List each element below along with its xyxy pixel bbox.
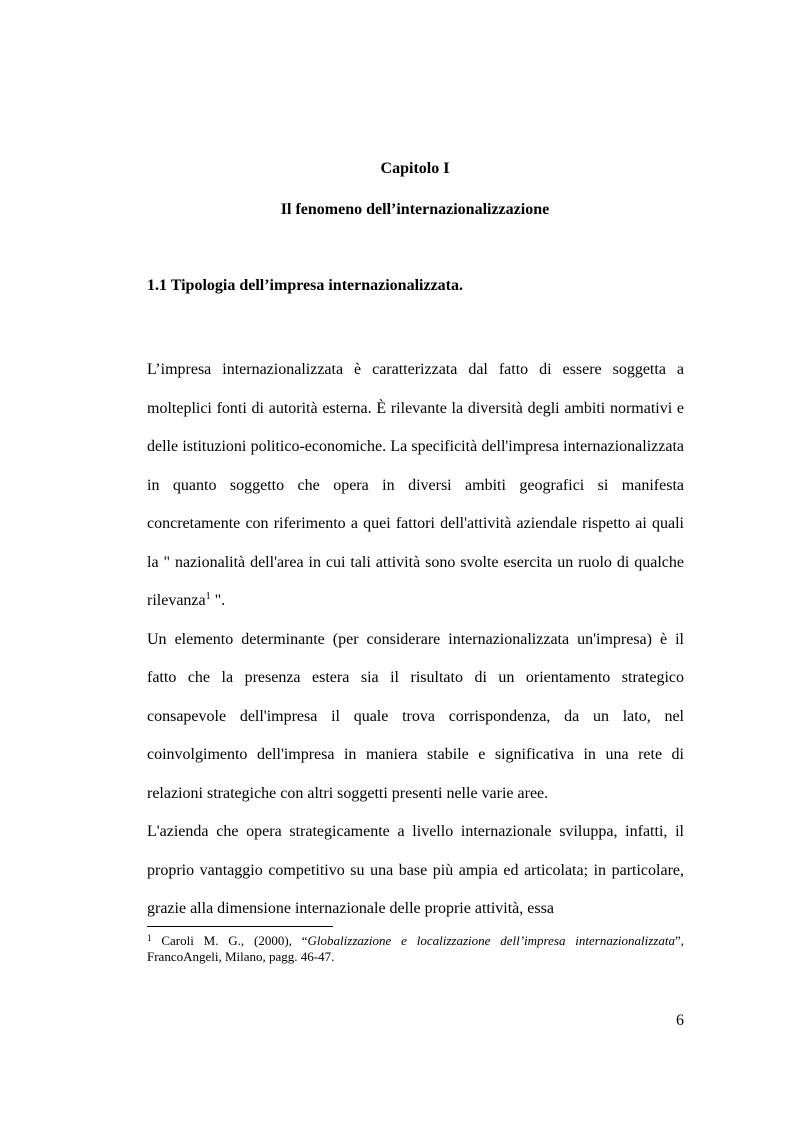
paragraph-2: Un elemento determinante (per considerare internazionalizzata un'impresa) è il fatto che la presenza estera sia il risultato di un orientamento strategico consapevole dell'impresa il quale trova corrispondenza, da un lato, nel coinvolgimento dell'impresa in maniera stabile e significativa in una rete di relazioni strategiche con altri soggetti presenti nelle varie aree. (147, 630, 684, 802)
body-text (147, 351, 684, 929)
paragraph-1-text: L’impresa internazionalizzata è caratterizzata dal fatto di essere soggetta a molteplici fonti di autorità esterna. È rilevante la diversità degli ambiti normativi e delle istituzioni politico-economiche. La specificità dell'impresa internazionalizzata in quanto soggetto che opera in diversi ambiti geografici si manifesta concretamente con riferimento a quei fattori dell'attività aziendale rispetto ai quali la " nazionalità dell'area in cui tali attività sono svolte esercita un ruolo di qualche rilevanza (147, 361, 684, 609)
paragraph-1-closing: ". (210, 592, 226, 609)
footnote-divider (147, 926, 333, 927)
chapter-label: Capitolo I (380, 160, 450, 177)
chapter-title: Il fenomeno dell’internazionalizzazione (280, 201, 550, 218)
page-number: 6 (676, 1012, 684, 1029)
footnote-marker: 1 (147, 933, 152, 943)
footnote-citation-end: ”, FrancoAngeli, Milano, pagg. 46-47. (147, 933, 685, 964)
paragraph-3: L'azienda che opera strategicamente a livello internazionale sviluppa, infatti, il proprio vantaggio competitivo su una base più ampia ed articolata; in particolare, grazie alla dimensione internazionale delle proprie attività, essa (147, 823, 684, 917)
footnote-citation-start: Caroli M. G., (2000), “ (151, 933, 308, 948)
footnote-cited-title: Globalizzazione e localizzazione dell’impresa internazionalizzata (307, 933, 675, 948)
footnote-reference: 1 (205, 591, 211, 602)
paragraph-1 (147, 351, 684, 621)
footnote (147, 933, 684, 965)
section-heading: 1.1 Tipologia dell’impresa internazionalizzata. (147, 277, 463, 294)
